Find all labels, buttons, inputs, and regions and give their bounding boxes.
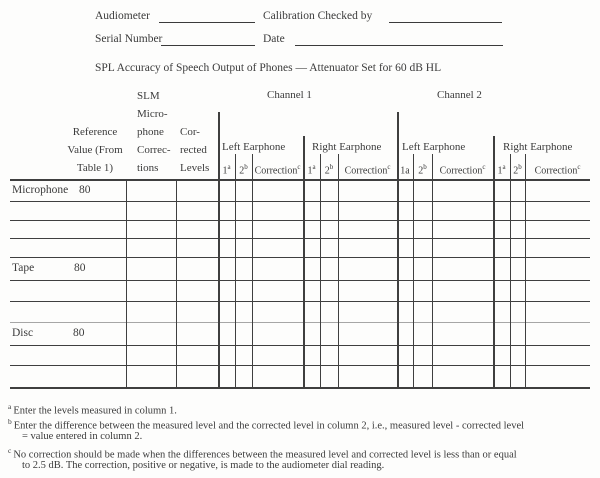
col2-sup: b bbox=[423, 163, 427, 171]
col1-sup: a bbox=[502, 163, 506, 171]
correction-sup: c bbox=[387, 163, 391, 171]
col1-label: 1 bbox=[497, 165, 503, 177]
col2-label: 2 bbox=[324, 165, 330, 177]
calibration-checked-by-label: Calibration Checked by bbox=[263, 10, 373, 22]
corrected-header-line1: Cor- bbox=[180, 126, 200, 138]
col1-label: 1 bbox=[307, 165, 313, 177]
date-label: Date bbox=[263, 33, 285, 45]
slm-header-line2: Micro- bbox=[137, 108, 168, 120]
ch1-right-col1-header bbox=[303, 156, 320, 178]
date-blank-line bbox=[295, 45, 503, 46]
body-vline bbox=[338, 179, 339, 388]
header-vline-ch1-mid bbox=[303, 136, 305, 180]
serial-number-label: Serial Number bbox=[95, 33, 163, 45]
slm-header-line5: tions bbox=[137, 162, 159, 174]
row-value-disc: 80 bbox=[73, 327, 85, 339]
grid-hline bbox=[10, 301, 590, 302]
slm-header-line3: phone bbox=[137, 126, 164, 138]
grid-hline bbox=[10, 238, 590, 239]
reference-header-line3: Table 1) bbox=[76, 162, 114, 174]
header-separator-line bbox=[10, 179, 590, 181]
footnote-c-text-line2: to 2.5 dB. The correction, positive or negative, is made to the audiometer dial reading. bbox=[22, 460, 385, 471]
row-label-microphone: Microphone bbox=[12, 184, 69, 196]
header-vline bbox=[338, 154, 339, 180]
col1-label: 1 bbox=[222, 165, 228, 177]
ch1-left-earphone-header: Left Earphone bbox=[222, 141, 286, 153]
footnote-b-text-line1: Enter the difference between the measured level and the corrected level in column 2, i.e., measured level - corrected level bbox=[13, 420, 525, 432]
footnote-b-marker: b bbox=[8, 417, 12, 426]
col2-sup: b bbox=[329, 163, 334, 171]
body-vline bbox=[510, 179, 511, 388]
row-label-tape: Tape bbox=[12, 262, 35, 274]
body-vline bbox=[235, 179, 236, 388]
body-vline bbox=[218, 179, 220, 388]
col1-sup: a bbox=[312, 163, 316, 171]
ch2-left-correction-header bbox=[432, 156, 493, 178]
worksheet-title: SPL Accuracy of Speech Output of Phones — Attenuator Set for 60 dB HL bbox=[95, 62, 442, 74]
header-vline bbox=[413, 154, 414, 180]
footnote-b bbox=[8, 417, 524, 432]
row-label-disc: Disc bbox=[12, 327, 34, 339]
header-vline bbox=[510, 154, 511, 180]
calibration-blank-line bbox=[389, 22, 502, 23]
serial-blank-line bbox=[161, 45, 255, 46]
ch1-left-col1-header bbox=[218, 156, 235, 178]
ch2-right-correction-header bbox=[525, 156, 590, 178]
reference-value-header bbox=[62, 123, 128, 177]
footnote-b-continuation bbox=[22, 431, 142, 442]
footnote-a-marker: a bbox=[8, 402, 12, 411]
slm-corrections-header bbox=[137, 87, 171, 177]
correction-sup: c bbox=[297, 163, 301, 171]
grid-hline bbox=[10, 201, 590, 202]
row-value-microphone: 80 bbox=[79, 184, 91, 196]
footnote-c-marker: c bbox=[8, 446, 12, 455]
reference-header-line2: Value (From bbox=[67, 144, 123, 156]
corrected-header-line2: rected bbox=[180, 144, 207, 156]
grid-hline bbox=[10, 345, 590, 346]
table-bottom-line bbox=[10, 387, 590, 389]
ch1-left-correction-header bbox=[252, 156, 303, 178]
header-vline bbox=[320, 154, 321, 180]
footnote-c-continuation bbox=[22, 460, 384, 471]
corrected-levels-header bbox=[180, 123, 209, 177]
footnote-c-text-line1: No correction should be made when the differences between the measured level and corrected level is less than or equal bbox=[13, 449, 517, 461]
slm-header-line4: Correc- bbox=[137, 144, 171, 156]
col2-label: 2 bbox=[239, 165, 245, 177]
body-vline bbox=[252, 179, 253, 388]
ch1-left-col2-header bbox=[235, 156, 252, 178]
channel-2-header: Channel 2 bbox=[437, 89, 482, 101]
grid-hline bbox=[10, 220, 590, 221]
col1-sup: a bbox=[227, 163, 231, 171]
body-vline bbox=[432, 179, 433, 388]
col2-sup: b bbox=[518, 163, 522, 171]
body-vline bbox=[397, 179, 399, 388]
body-vline-reference-end bbox=[126, 179, 127, 388]
body-vline bbox=[525, 179, 526, 388]
header-vline-ch2-mid bbox=[493, 136, 495, 180]
correction-sup: c bbox=[577, 163, 581, 171]
ch2-left-earphone-header: Left Earphone bbox=[402, 141, 466, 153]
header-vline-ch2-start bbox=[397, 112, 399, 180]
body-vline-slm-end bbox=[176, 179, 177, 388]
footnote-a bbox=[8, 402, 177, 417]
grid-hline bbox=[10, 280, 590, 281]
body-vline bbox=[303, 179, 305, 388]
ch2-left-col2-header bbox=[413, 156, 432, 178]
correction-label: Correction bbox=[344, 165, 388, 177]
header-vline bbox=[235, 154, 236, 180]
body-vline bbox=[493, 179, 495, 388]
grid-hline bbox=[10, 365, 590, 366]
channel-1-header: Channel 1 bbox=[267, 89, 312, 101]
audiometer-label: Audiometer bbox=[95, 10, 150, 22]
corrected-header-line3: Levels bbox=[180, 162, 210, 174]
footnote-b-text-line2: = value entered in column 2. bbox=[22, 431, 143, 442]
footnote-c bbox=[8, 446, 517, 461]
header-vline bbox=[252, 154, 253, 180]
body-vline bbox=[320, 179, 321, 388]
header-vline bbox=[432, 154, 433, 180]
reference-header-line1: Reference bbox=[72, 126, 118, 138]
row-value-tape: 80 bbox=[74, 262, 86, 274]
ch1-right-earphone-header: Right Earphone bbox=[312, 141, 382, 153]
ch1-right-correction-header bbox=[338, 156, 397, 178]
col2-label: 2 bbox=[513, 165, 519, 177]
correction-label: Correction bbox=[254, 165, 298, 177]
body-vline bbox=[413, 179, 414, 388]
grid-hline bbox=[10, 257, 590, 258]
correction-sup: c bbox=[482, 163, 486, 171]
col2-label: 2 bbox=[418, 165, 424, 177]
correction-label: Correction bbox=[534, 165, 578, 177]
audiometer-blank-line bbox=[159, 22, 255, 23]
header-vline-ch1-start bbox=[218, 112, 220, 180]
col2-sup: b bbox=[244, 163, 248, 171]
ch1-right-col2-header bbox=[320, 156, 338, 178]
grid-hline-light bbox=[10, 322, 590, 323]
ch2-right-col2-header bbox=[510, 156, 525, 178]
slm-header-line1: SLM bbox=[137, 90, 160, 102]
col1-label: 1a bbox=[400, 165, 410, 177]
ch2-left-col1-header bbox=[397, 156, 413, 178]
correction-label: Correction bbox=[439, 165, 483, 177]
header-vline bbox=[525, 154, 526, 180]
footnote-a-text: Enter the levels measured in column 1. bbox=[13, 405, 177, 417]
ch2-right-earphone-header: Right Earphone bbox=[503, 141, 573, 153]
ch2-right-col1-header bbox=[493, 156, 510, 178]
